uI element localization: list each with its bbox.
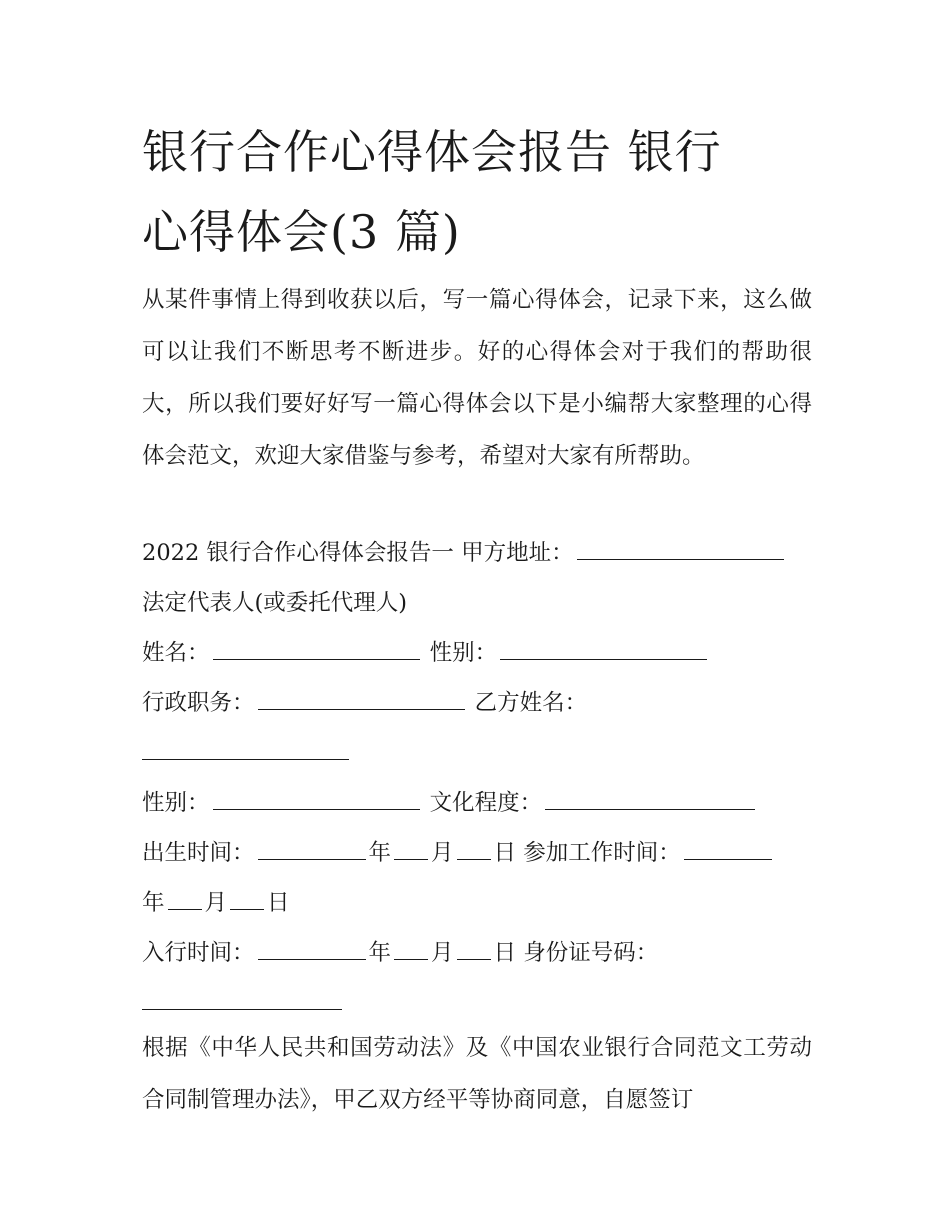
position-blank — [258, 708, 465, 710]
contract-paragraph: 根据《中华人民共和国劳动法》及《中国农业银行合同范文工劳动合同制管理办法》，甲乙双方经平等协商同意，自愿签订 — [142, 1035, 812, 1113]
bank-entry-label: 入行时间： — [142, 940, 255, 966]
work-start-day-blank — [230, 908, 264, 910]
work-start-year-label: 年 — [142, 890, 165, 916]
gender-blank-b — [213, 808, 420, 810]
birth-day-label: 日 — [493, 840, 517, 866]
position-label: 行政职务： — [142, 690, 255, 716]
contract-form — [142, 528, 812, 1028]
form-row-birth — [142, 828, 812, 878]
id-number-blank — [142, 1008, 342, 1010]
education-blank — [545, 808, 755, 810]
work-start-year-blank — [684, 858, 772, 860]
bank-entry-month-label: 月 — [431, 940, 454, 966]
form-row-legal-rep — [142, 578, 812, 628]
gender-blank — [500, 658, 707, 660]
form-row-position — [142, 678, 812, 728]
bank-entry-day-blank — [457, 958, 491, 960]
birth-year-blank — [258, 858, 366, 860]
birth-label: 出生时间： — [142, 840, 255, 866]
report-title: 2022 银行合作心得体会报告一 — [142, 540, 454, 566]
work-start-label: 参加工作时间： — [523, 840, 681, 866]
work-start-day-label: 日 — [267, 890, 290, 916]
name-blank — [213, 658, 420, 660]
work-start-month-blank — [168, 908, 202, 910]
form-row-id-blank — [142, 978, 812, 1028]
bank-entry-year-blank — [258, 958, 366, 960]
form-row-party-b-name-blank — [142, 728, 812, 778]
party-a-address-label: 甲方地址： — [461, 540, 574, 566]
bank-entry-day-label: 日 — [493, 940, 517, 966]
gender-label-b: 性别： — [142, 790, 210, 816]
name-label: 姓名： — [142, 640, 210, 666]
intro-paragraph: 从某件事情上得到收获以后，写一篇心得体会，记录下来，这么做可以让我们不断思考不断进步。好的心得体会对于我们的帮助很大，所以我们要好好写一篇心得体会以下是小编帮大家整理的心得体会范文，欢迎大家借鉴与参考，希望对大家有所帮助。 — [142, 287, 812, 469]
form-row-name-gender — [142, 628, 812, 678]
birth-month-blank — [394, 858, 428, 860]
bank-entry-year-label: 年 — [368, 940, 392, 966]
birth-month-label: 月 — [431, 840, 454, 866]
form-row-work-start-cont — [142, 878, 812, 928]
party-b-name-label: 乙方姓名： — [474, 690, 588, 716]
party-a-address-blank — [577, 558, 784, 560]
education-label: 文化程度： — [429, 790, 543, 816]
title-line-2: 心得体会(3 篇) — [142, 205, 461, 259]
form-row-bank-entry — [142, 928, 812, 978]
title-line-1: 银行合作心得体会报告 银行 — [142, 125, 722, 179]
gender-label: 性别： — [429, 640, 498, 666]
document-title — [142, 112, 822, 272]
form-row-gender-education — [142, 778, 812, 828]
legal-rep-label: 法定代表人(或委托代理人) — [142, 590, 408, 616]
birth-day-blank — [457, 858, 491, 860]
party-b-name-blank — [142, 758, 349, 760]
birth-year-label: 年 — [368, 840, 392, 866]
form-row-report-title — [142, 528, 812, 578]
bank-entry-month-blank — [394, 958, 428, 960]
work-start-month-label: 月 — [204, 890, 228, 916]
id-number-label: 身份证号码： — [523, 940, 659, 966]
